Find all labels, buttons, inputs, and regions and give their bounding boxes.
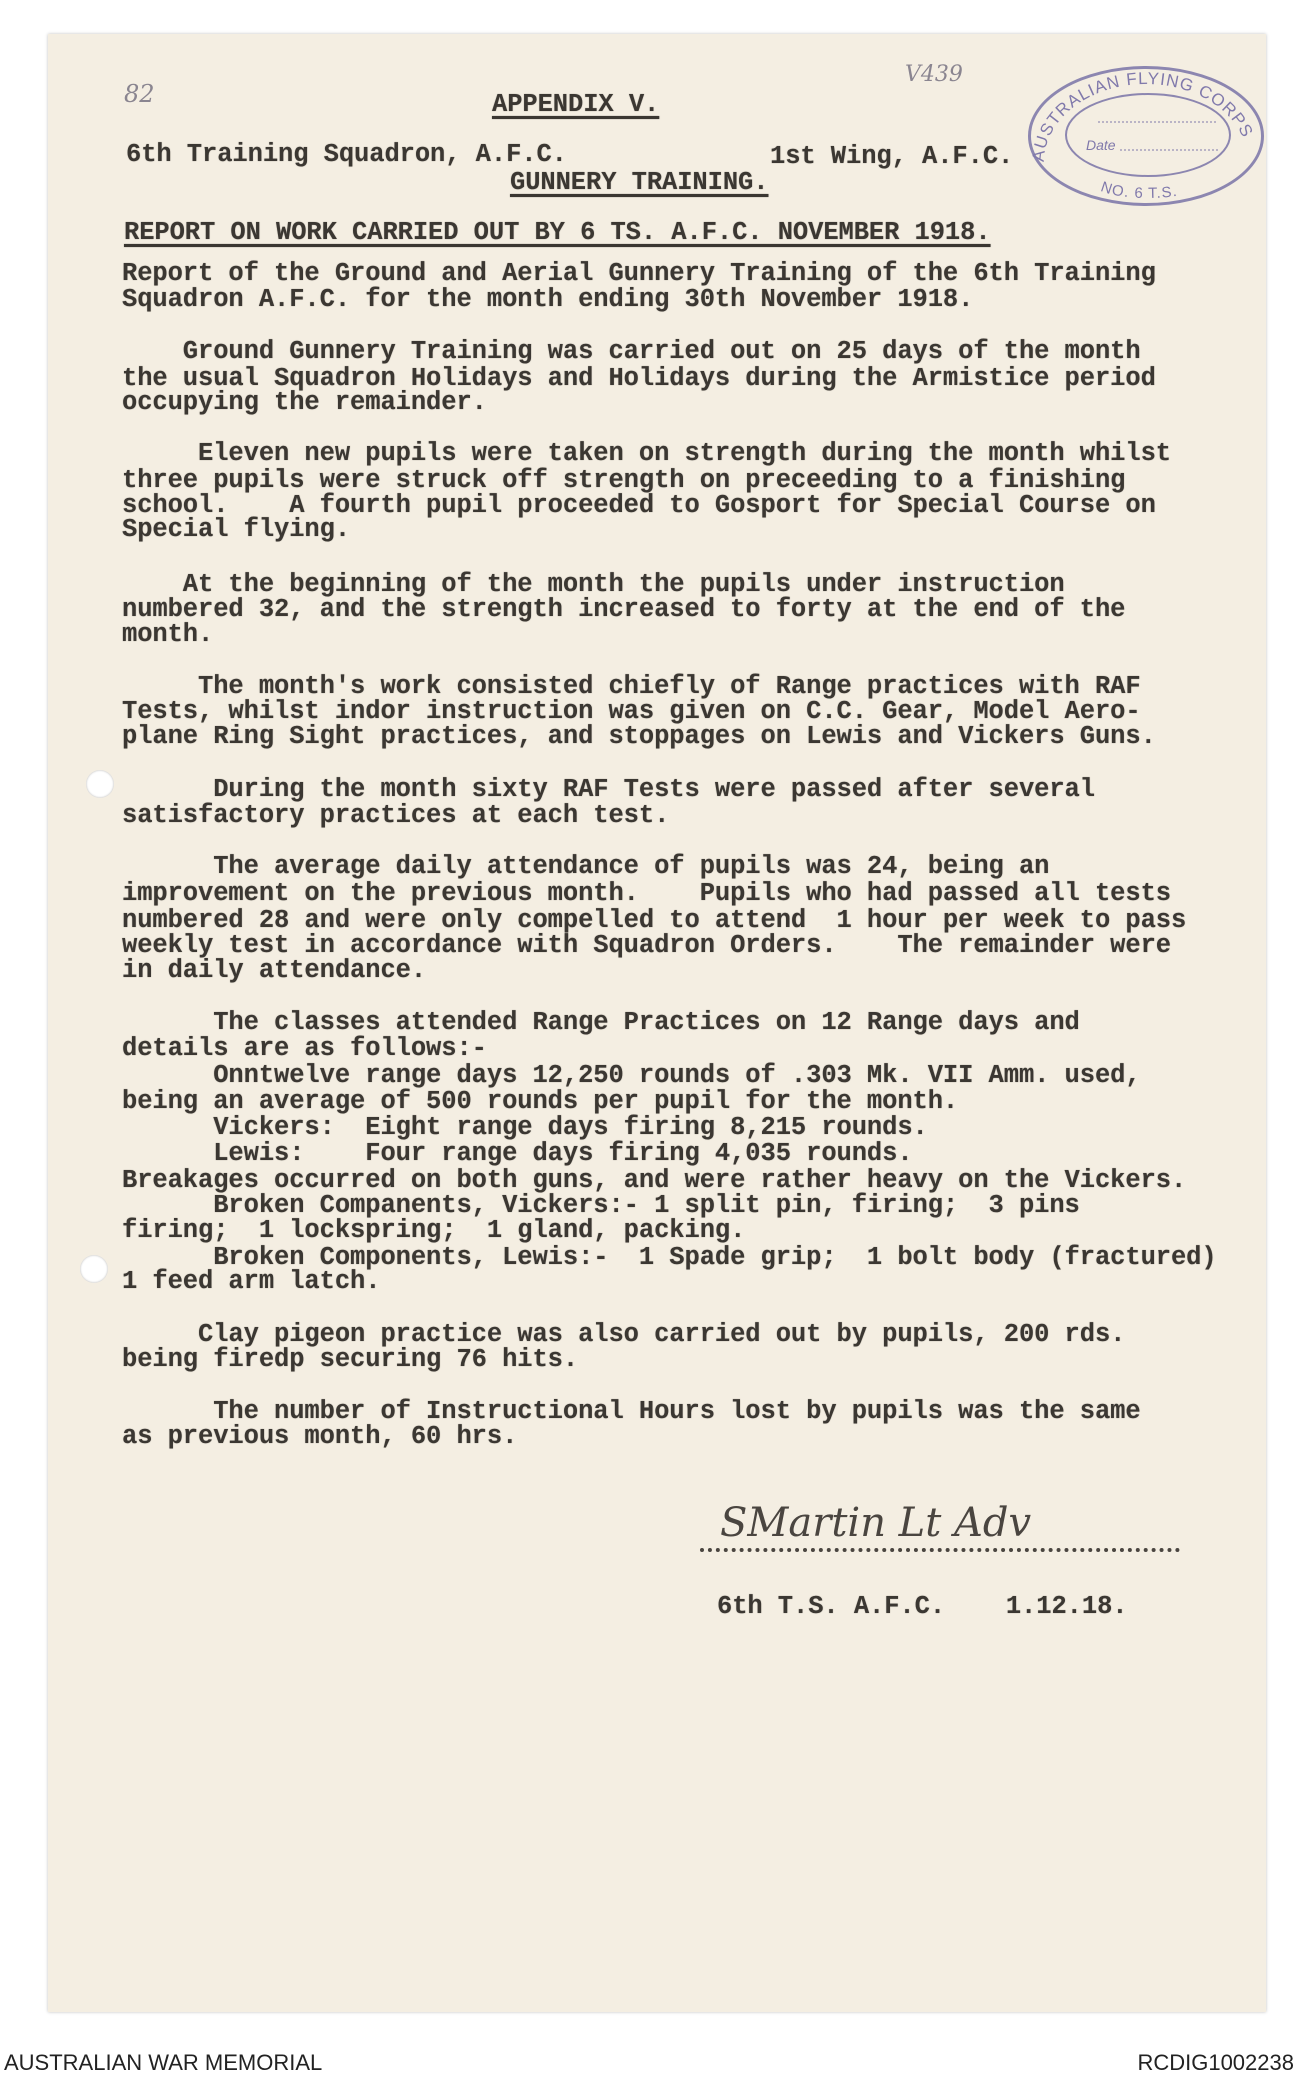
report-title: REPORT ON WORK CARRIED OUT BY 6 TS. A.F.C. NOVEMBER 1918. — [124, 218, 991, 247]
paragraph-line: being firedp securing 76 hits. — [122, 1345, 579, 1374]
appendix-heading: APPENDIX V. — [492, 90, 660, 119]
paragraph-line: details are as follows:- — [122, 1034, 487, 1063]
punch-hole — [86, 770, 114, 798]
paragraph-line: Vickers: Eight range days firing 8,215 rounds. — [122, 1113, 928, 1142]
wing-name: 1st Wing, A.F.C. — [770, 142, 1014, 171]
paragraph-line: being an average of 500 rounds per pupil for the month. — [122, 1087, 959, 1116]
archive-id: RCDIG1002238 — [1137, 2050, 1294, 2075]
paragraph-line: Report of the Ground and Aerial Gunnery Training of the 6th Training — [122, 259, 1156, 288]
paragraph-line: Ground Gunnery Training was carried out on 25 days of the month — [122, 337, 1141, 366]
signature: SMartin Lt Adv — [720, 1500, 1032, 1546]
paragraph-line: weekly test in accordance with Squadron Orders. The remainder were — [122, 931, 1171, 960]
unit-name: 6th Training Squadron, A.F.C. — [126, 140, 567, 169]
folio-number: 82 — [124, 80, 155, 108]
signature-block: 6th T.S. A.F.C. 1.12.18. — [717, 1592, 1128, 1621]
paragraph-line: Onntwelve range days 12,250 rounds of .303 Mk. VII Amm. used, — [122, 1061, 1141, 1090]
paragraph-line: three pupils were struck off strength on preceeding to a finishing — [122, 466, 1126, 495]
paragraph-line: as previous month, 60 hrs. — [122, 1422, 518, 1451]
paragraph-line: The classes attended Range Practices on 12 Range days and — [122, 1008, 1080, 1037]
paragraph-line: month. — [122, 620, 214, 649]
stamp-bottom-text: NO. 6 T.S. — [1098, 178, 1179, 203]
paragraph-line: numbered 32, and the strength increased to forty at the end of the — [122, 595, 1126, 624]
stamp-date-label: Date — [1086, 137, 1116, 153]
subject-heading: GUNNERY TRAINING. — [510, 168, 769, 197]
paragraph-line: Breakages occurred on both guns, and were rather heavy on the Vickers. — [122, 1166, 1187, 1195]
paragraph-line: in daily attendance. — [122, 956, 427, 985]
paragraph-line: 1 feed arm latch. — [122, 1267, 381, 1296]
paragraph-line: Broken Components, Lewis:- 1 Spade grip; 1 bolt body (fractured) — [122, 1243, 1217, 1272]
paragraph-line: firing; 1 lockspring; 1 gland, packing. — [122, 1216, 746, 1245]
paragraph-line: Broken Companents, Vickers:- 1 split pin, firing; 3 pins — [122, 1191, 1080, 1220]
paragraph-line: the usual Squadron Holidays and Holidays during the Armistice period — [122, 364, 1156, 393]
paragraph-line: numbered 28 and were only compelled to attend 1 hour per week to pass — [122, 906, 1187, 935]
archive-credit: AUSTRALIAN WAR MEMORIAL — [4, 2050, 323, 2075]
paragraph-line: Lewis: Four range days firing 4,035 rounds. — [122, 1139, 913, 1168]
paragraph-line: improvement on the previous month. Pupils who had passed all tests — [122, 879, 1171, 908]
reference-annotation: V439 — [905, 62, 963, 87]
paragraph-line: Clay pigeon practice was also carried out by pupils, 200 rds. — [122, 1320, 1126, 1349]
paragraph-line: school. A fourth pupil proceeded to Gosport for Special Course on — [122, 491, 1156, 520]
paragraph-line: The number of Instructional Hours lost by pupils was the same — [122, 1397, 1141, 1426]
svg-text:NO. 6 T.S. — [1099, 178, 1179, 202]
punch-hole — [80, 1255, 108, 1283]
paragraph-line: Squadron A.F.C. for the month ending 30th November 1918. — [122, 285, 974, 314]
paragraph-line: The average daily attendance of pupils was 24, being an — [122, 852, 1050, 881]
unit-stamp — [1028, 66, 1264, 206]
paragraph-line: occupying the remainder. — [122, 388, 487, 417]
paragraph-line: At the beginning of the month the pupils under instruction — [122, 570, 1065, 599]
paragraph-line: The month's work consisted chiefly of Range practices with RAF — [122, 672, 1141, 701]
paragraph-line: Tests, whilst indor instruction was given on C.C. Gear, Model Aero- — [122, 697, 1141, 726]
paragraph-line: plane Ring Sight practices, and stoppages on Lewis and Vickers Guns. — [122, 722, 1156, 751]
signature-line — [700, 1548, 1180, 1552]
stamp-ring-text: AUSTRALIAN FLYING CORPS — [1028, 68, 1258, 163]
paragraph-line: During the month sixty RAF Tests were passed after several — [122, 775, 1095, 804]
paragraph-line: satisfactory practices at each test. — [122, 801, 670, 830]
svg-text:AUSTRALIAN FLYING CORPS — [1029, 69, 1257, 163]
paragraph-line: Special flying. — [122, 515, 351, 544]
paragraph-line: Eleven new pupils were taken on strength during the month whilst — [122, 439, 1171, 468]
